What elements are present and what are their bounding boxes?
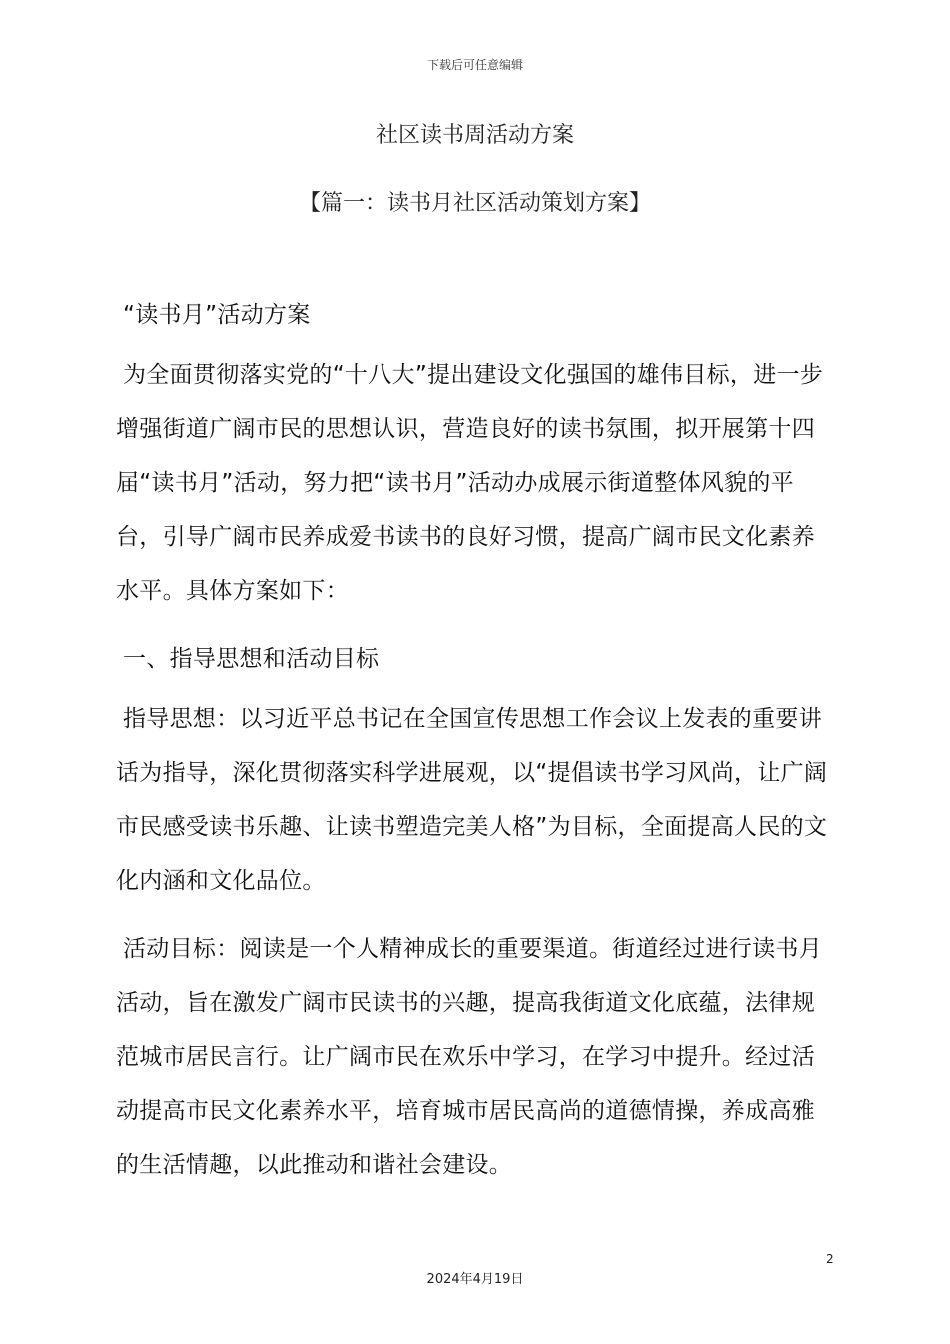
paragraph-text: 指导思想：以习近平总书记在全国宣传思想工作会议上发表的重要讲话为指导，深化贯彻落实科学进展观，以“提倡读书学习风尚，让广阔市民感受读书乐趣、让读书塑造完美人格”为目标，全面提高人民的文化内涵和文化品位。 [116,706,828,894]
paragraph-text: 一、指导思想和活动目标 [123,646,380,672]
document-body [116,288,838,1206]
footer-date: 2024年4月19日 [426,1272,524,1287]
document-subtitle: 【篇一：读书月社区活动策划方案】 [298,191,651,216]
paragraph-introduction [116,348,838,618]
document-title: 社区读书周活动方案 [375,123,574,148]
paragraph-text: 活动目标：阅读是一个人精神成长的重要渠道。街道经过进行读书月活动，旨在激发广阔市民读书的兴趣，提高我街道文化底蕴，法律规范城市居民言行。让广阔市民在欢乐中学习，在学习中提升。经过活动提高市民文化素养水平，培育城市居民高尚的道德情操，养成高雅的生活情趣，以此推动和谐社会建设。 [116,936,822,1178]
paragraph-activity-plan-title [116,288,838,342]
header-note: 下载后可任意编辑 [426,58,523,72]
page-number: 2 [826,1252,834,1266]
paragraph-guiding-ideology [116,692,838,908]
section-heading-guiding-ideology [116,632,838,686]
paragraph-text: 为全面贯彻落实党的“十八大”提出建设文化强国的雄伟目标，进一步增强街道广阔市民的思想认识，营造良好的读书氛围，拟开展第十四届“读书月”活动，努力把“读书月”活动办成展示街道整体风貌的平台，引导广阔市民养成爱书读书的良好习惯，提高广阔市民文化素养水平。具体方案如下： [116,362,824,604]
paragraph-text: “读书月”活动方案 [123,302,311,328]
paragraph-activity-goal [116,922,838,1192]
